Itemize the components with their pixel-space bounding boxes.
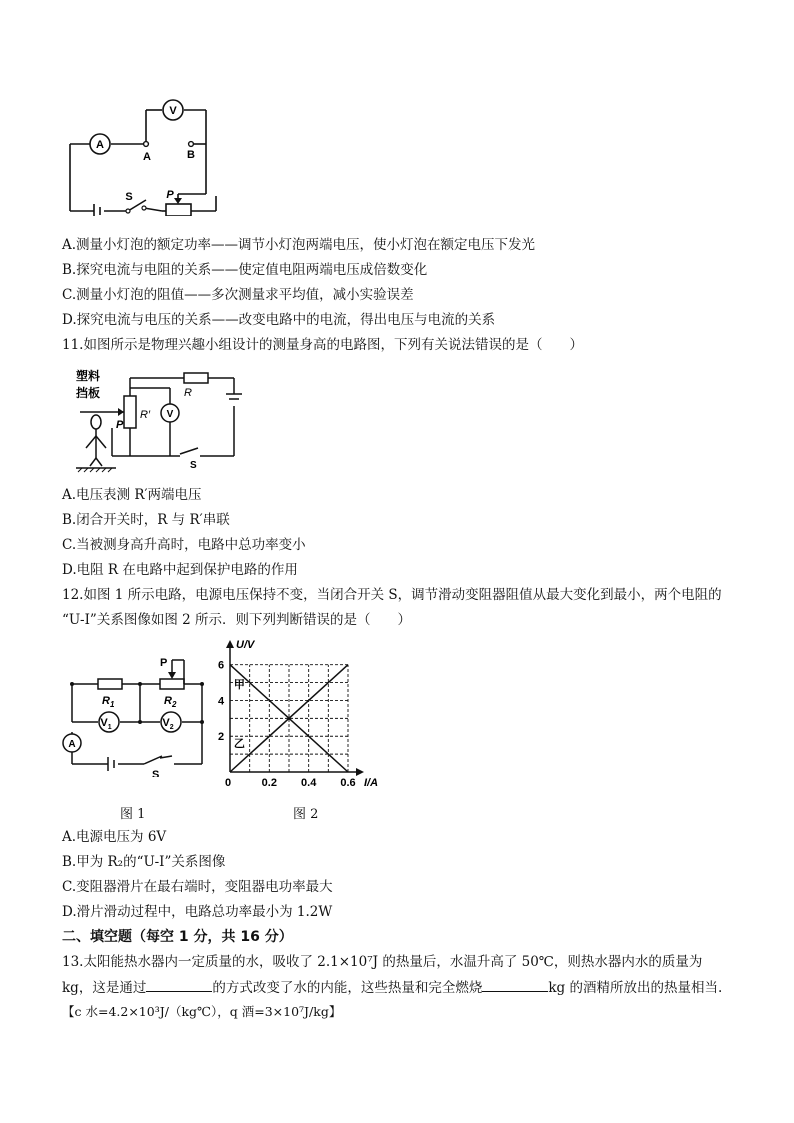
x-tick-label: 0.2 — [261, 777, 277, 789]
terminal-a-label: A — [143, 151, 151, 163]
r-label: R — [184, 387, 192, 399]
y-axis-label: U/V — [236, 640, 255, 651]
q12-ammeter-label: A — [68, 739, 76, 750]
q11-option-d: D.电阻 R 在电路中起到保护电路的作用 — [62, 562, 298, 578]
fig1-caption: 图 1 — [120, 807, 146, 822]
q10-option-a: A.测量小灯泡的额定功率——调节小灯泡两端电压，使小灯泡在额定电压下发光 — [62, 237, 536, 253]
q11-height-circuit-diagram — [72, 366, 247, 474]
rprime-label: R′ — [140, 409, 151, 421]
voltmeter-label: V — [169, 105, 177, 117]
q11-voltmeter-label: V — [166, 409, 174, 420]
slider-p-label: P — [116, 419, 124, 431]
x-tick-label: 0.4 — [301, 777, 317, 789]
q11-option-a: A.电压表测 R′两端电压 — [62, 487, 202, 503]
series-label-jia: 甲 — [233, 678, 245, 691]
x-tick-label: 0.6 — [340, 777, 356, 789]
fig2-caption: 图 2 — [293, 807, 319, 822]
q11-switch-label: S — [190, 460, 197, 471]
terminal-b-label: B — [187, 149, 195, 161]
plastic-label: 塑料 — [76, 369, 101, 383]
y-tick-label: 2 — [218, 731, 225, 744]
q12-option-a: A.电源电压为 6V — [62, 829, 167, 845]
q11-option-b: B.闭合开关时，R 与 R′串联 — [62, 512, 230, 528]
q10-option-d: D.探究电流与电压的关系——改变电路中的电流，得出电压与电流的关系 — [62, 312, 496, 328]
y-tick-label: 4 — [218, 695, 225, 708]
q11-option-c: C.当被测身高升高时，电路中总功率变小 — [62, 537, 306, 553]
y-axis-arrow — [226, 640, 234, 648]
q11-stem: 11.如图所示是物理兴趣小组设计的测量身高的电路图，下列有关说法错误的是（ ） — [62, 337, 583, 353]
switch-label: S — [125, 191, 133, 203]
q12-stem-line1: 12.如图 1 所示电路，电源电压保持不变，当闭合开关 S，调节滑动变阻器阻值从最大变化到最小，两个电阻的 — [62, 587, 722, 603]
p-label: P — [160, 657, 168, 669]
q12-option-d: D.滑片滑动过程中，电路总功率最小为 1.2W — [62, 904, 333, 920]
board-label: 挡板 — [76, 386, 101, 400]
q13-blank-2[interactable] — [146, 978, 212, 992]
y-tick-label: 6 — [218, 659, 225, 672]
series-label-yi: 乙 — [233, 737, 245, 750]
q13-line1: 13.太阳能热水器内一定质量的水，吸收了 2.1×10⁷J 的热量后，水温升高了 50℃，则热水器内水的质量为 — [62, 954, 703, 970]
q10-circuit-diagram — [66, 96, 226, 216]
x-axis-label: I/A — [364, 777, 379, 789]
origin-label: 0 — [224, 777, 232, 789]
q12-option-b: B.甲为 R₂的“U-I”关系图像 — [62, 854, 226, 870]
ammeter-label: A — [96, 139, 104, 151]
q10-option-c: C.测量小灯泡的阻值——多次测量求平均值，减小实验误差 — [62, 287, 414, 303]
v2-label: $V_2$ — [162, 717, 174, 731]
v1-label: $V_1$ — [100, 717, 112, 731]
q12-figure1-circuit — [62, 652, 225, 777]
r1-label: $R_1$ — [102, 695, 115, 709]
q12-option-c: C.变阻器滑片在最右端时，变阻器电功率最大 — [62, 879, 333, 895]
q10-option-b: B.探究电流与电阻的关系——使定值电阻两端电压成倍数变化 — [62, 262, 428, 278]
q12-stem-line2: “U-I”关系图像如图 2 所示．则下列判断错误的是（ ） — [62, 612, 412, 628]
q13-blank-3[interactable] — [482, 978, 548, 992]
section2-heading: 二、填空题（每空 1 分，共 16 分） — [62, 929, 293, 945]
q12-figure2-ui-chart — [218, 640, 388, 790]
r2-label: $R_2$ — [164, 695, 177, 709]
q12-switch-label: S — [152, 769, 160, 777]
q13-constants: 【c 水=4.2×10³J/（kg℃），q 酒=3×10⁷J/kg】 — [62, 1004, 342, 1019]
x-axis-arrow — [356, 768, 364, 776]
slider-label: P — [166, 189, 174, 201]
q13-line2: kg，这是通过 的方式改变了水的内能，这些热量和完全燃烧 kg 的酒精所放出的热量相当. — [62, 980, 723, 996]
